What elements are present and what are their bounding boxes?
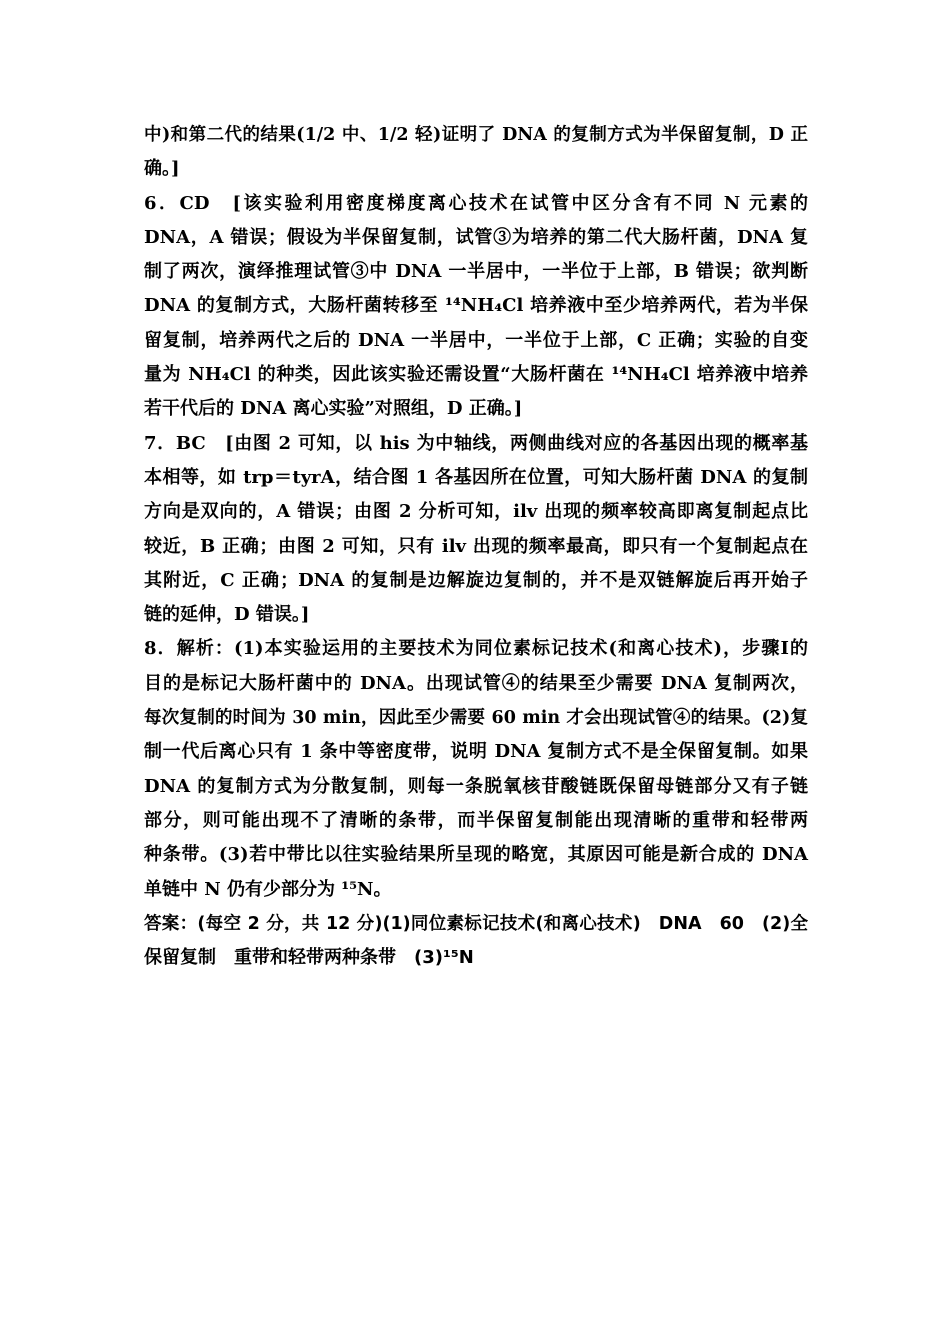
question-8-line: 8．解析：(1)本实验运用的主要技术为同位素标记技术(和离心技术)，步骤Ⅰ的	[144, 638, 808, 660]
text-line: 其附近，C 正确；DNA 的复制是边解旋边复制的，并不是双链解旋后再开始子	[144, 569, 808, 591]
text-line: 确。]	[144, 158, 180, 180]
text-line: 部分，则可能出现不了清晰的条带，而半保留复制能出现清晰的重带和轻带两	[144, 809, 808, 831]
document-body	[144, 118, 808, 975]
text-line: 量为 NH₄Cl 的种类，因此该实验还需设置“大肠杆菌在 ¹⁴NH₄Cl 培养液中培养	[144, 364, 808, 386]
answer-line: 答案：(每空 2 分，共 12 分)(1)同位素标记技术(和离心技术) DNA 60 (2)全	[144, 913, 808, 934]
text-line: DNA 的复制方式，大肠杆菌转移至 ¹⁴NH₄Cl 培养液中至少培养两代，若为半保	[144, 295, 808, 317]
text-line: 制一代后离心只有 1 条中等密度带，说明 DNA 复制方式不是全保留复制。如果	[144, 741, 808, 763]
text-line: 中)和第二代的结果(1/2 中、1/2 轻)证明了 DNA 的复制方式为半保留复制，D 正	[144, 125, 808, 145]
text-line: 目的是标记大肠杆菌中的 DNA。出现试管④的结果至少需要 DNA 复制两次，	[144, 672, 808, 694]
text-line: 方向是双向的，A 错误；由图 2 分析可知，ilv 出现的频率较高即离复制起点比	[144, 501, 808, 523]
text-line: DNA，A 错误；假设为半保留复制，试管③为培养的第二代大肠杆菌，DNA 复	[144, 226, 808, 248]
text-line: DNA 的复制方式为分散复制，则每一条脱氧核苷酸链既保留母链部分又有子链	[144, 775, 808, 797]
text-line: 较近，B 正确；由图 2 可知，只有 ilv 出现的频率最高，即只有一个复制起点在	[144, 535, 808, 557]
text-line: 每次复制的时间为 30 min，因此至少需要 60 min 才会出现试管④的结果。(2)复	[144, 708, 808, 729]
text-line: 若干代后的 DNA 离心实验”对照组，D 正确。]	[144, 398, 523, 420]
text-line: 留复制，培养两代之后的 DNA 一半居中，一半位于上部，C 正确；实验的自变	[144, 329, 808, 351]
answer-line: 保留复制 重带和轻带两种条带 (3)¹⁵N	[144, 947, 474, 969]
question-7-line: 7．BC [由图 2 可知，以 his 为中轴线，两侧曲线对应的各基因出现的概率基	[144, 432, 808, 454]
text-line: 本相等，如 trp＝tyrA，结合图 1 各基因所在位置，可知大肠杆菌 DNA 的复制	[144, 466, 808, 488]
question-6-line: 6．CD [该实验利用密度梯度离心技术在试管中区分含有不同 N 元素的	[144, 192, 808, 214]
text-line: 单链中 N 仍有少部分为 ¹⁵N。	[144, 878, 392, 900]
text-line: 链的延伸，D 错误。]	[144, 604, 310, 626]
text-line: 种条带。(3)若中带比以往实验结果所呈现的略宽，其原因可能是新合成的 DNA	[144, 844, 808, 866]
text-line: 制了两次，演绎推理试管③中 DNA 一半居中，一半位于上部，B 错误；欲判断	[144, 261, 808, 283]
